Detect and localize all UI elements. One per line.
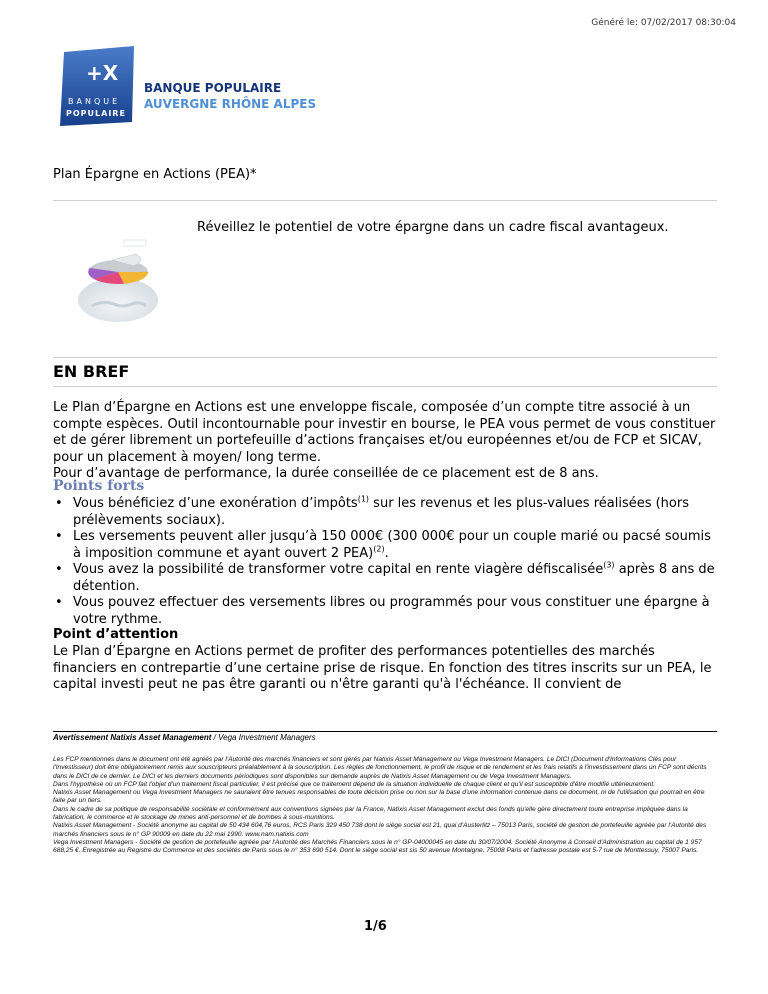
legal-text: Vega Investment Managers - Société de gestion de portefeuille agréée par l'Autorité des Marchés Financiers sous le n° GP-04000045 en date du 30/07/2004. Société Anonyme à Conseil d'Administration au capital de 1 957 688,25 €. Enregistrée au Registre du Commerce et des sociétés de Paris sous le n° 353 690 514. Dont le siège social est sis 50 avenue Montaigne, 75008 Paris et l'adresse postale est 5-7 rue de Monttessuy, 75007 Paris.: [53, 838, 702, 855]
page-number: 1/6: [364, 919, 387, 934]
intro-paragraph: [53, 400, 719, 483]
list-item: • Vous pouvez effectuer des versements libres ou programmés pour vous constituer une épargne à votre rythme.: [53, 595, 719, 628]
list-item: • Vous bénéficiez d’une exonération d’impôts$^{(1)}$ sur les revenus et les plus-values réalisées (hors prélèvements sociaux).: [53, 496, 719, 529]
legal-text: Dans l'hypothèse où un FCP fait l'objet d'un traitement fiscal particulier, il est précisé que ce traitement dépend de la situation individuelle de chaque client et qu'il est susceptible d'être modifié ultérieurement.: [53, 780, 656, 788]
section-heading: EN BREF: [53, 362, 130, 381]
generated-timestamp: Généré le: 07/02/2017 08:30:04: [591, 18, 736, 28]
banque-populaire-logo: [60, 46, 350, 126]
footer-divider: [53, 731, 717, 732]
attention-heading: Point d’attention: [53, 627, 179, 642]
pie-chart-illustration: [72, 220, 164, 328]
svg-text:POPULAIRE: POPULAIRE: [66, 109, 126, 118]
points-forts-heading: Points forts: [53, 478, 145, 494]
page-title: Plan Épargne en Actions (PEA)*: [53, 167, 257, 182]
svg-text:BANQUE POPULAIRE: BANQUE POPULAIRE: [144, 81, 282, 95]
points-forts-list: [53, 496, 719, 628]
divider: [53, 200, 717, 201]
svg-text:AUVERGNE RHÔNE ALPES: AUVERGNE RHÔNE ALPES: [144, 97, 317, 111]
intro-text: Le Plan d’Épargne en Actions est une enveloppe fiscale, composée d’un compte titre associé à un compte espèces. Outil incontournable pour investir en bourse, le PEA vous permet de vous constituer et de gérer librement un portefeuille d’actions françaises et/ou européennes et/ou de FCP et SICAV, pour un placement à moyen/ long terme.: [53, 400, 716, 465]
legal-notice: [53, 756, 717, 856]
divider: [53, 357, 717, 358]
legal-text: Natixis Asset Management ou Vega Investment Managers ne sauraient être tenues responsables de toute décision prise ou non sur la base d'une information contenue dans ce document, ni de l'utilisation qui pourrait en être faite par un tiers.: [53, 789, 705, 805]
list-item: • Les versements peuvent aller jusqu’à 150 000€ (300 000€ pour un couple marié ou pacsé soumis à imposition commune et ayant ouvert 2 PEA)$^{(2)}$.: [53, 529, 719, 562]
intro-text: Pour d’avantage de performance, la durée conseillée de ce placement est de 8 ans.: [53, 466, 599, 481]
divider: [53, 386, 717, 387]
legal-text: Dans le cadre de sa politique de responsabilité sociétale et conformément aux conventions signées par la France, Natixis Asset Management exclut des fonds qu'elle gère directement toute entreprise impliquée dans la fabrication, le commerce et le stockage de mines anti-personnel et de bombes à sous-munitions.: [53, 805, 688, 822]
attention-paragraph: Le Plan d’Épargne en Actions permet de profiter des performances potentielles des marchés financiers en contrepartie d’une certaine prise de risque. En fonction des titres inscrits sur un PEA, le capital investi peut ne pas être garanti ou n'être garanti qu'à l'échéance. Il convient de: [53, 644, 712, 692]
legal-text: Natixis Asset Management - Société anonyme au capital de 50 434 604,76 euros, RCS Paris 329 450 738 dont le siège social est 21, quai d'Austerlitz – 75013 Paris, société de gestion de portefeuille agréée par l'Autorité des marchés financiers sous le n° GP 90009 en date du 22 mai 1990. www.nam.natixis.com: [53, 822, 707, 838]
svg-text:BANQUE: BANQUE: [68, 97, 121, 106]
legal-text: Les FCP mentionnés dans le document ont été agréés par l'Autorité des marchés financiers et sont gérés par Natixis Asset Management ou Vega Investment Managers. Le DICI (Document d'Informations Clés pour l'Investisseur) doit être obligatoirement remis aux souscripteurs préalablement à la souscription. Les règles de fonctionnement, le profil de risque et de rendement et les frais relatifs à l'investissement dans un FCP sont décrits dans le DICI de ce dernier. Le DICI et les derniers documents périodiques sont disponibles sur demande auprès de Natixis Asset Management ou de Vega Investment Managers.: [53, 756, 707, 780]
list-item: • Vous avez la possibilité de transformer votre capital en rente viagère défiscalisée$^{(3)}$ après 8 ans de détention.: [53, 562, 719, 595]
svg-text:+X: +X: [86, 61, 119, 85]
tagline: Réveillez le potentiel de votre épargne dans un cadre fiscal avantageux.: [197, 220, 669, 235]
warning-heading: Avertissement Natixis Asset Management / Vega Investment Managers: [53, 733, 316, 742]
